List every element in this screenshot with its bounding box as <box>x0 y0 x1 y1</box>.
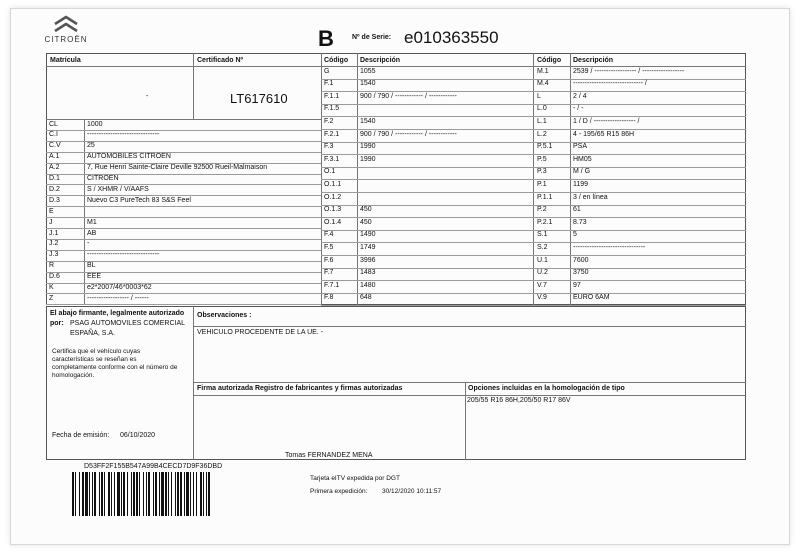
mid-value-4: 1540 <box>360 117 376 125</box>
mid-code-18: F.8 <box>324 294 334 302</box>
right-code-10: P.1.1 <box>537 193 553 201</box>
right-code-18: V.9 <box>537 294 547 302</box>
mid-code-2: F.1.1 <box>324 92 340 100</box>
mid-code-17: F.7.1 <box>324 281 340 289</box>
right-value-18: EURO 6AM <box>573 294 610 302</box>
left-value-7: Nuevo C3 PureTech 83 S&S Feel <box>87 196 191 204</box>
right-code-17: V.7 <box>537 281 547 289</box>
right-value-11: 61 <box>573 206 581 214</box>
mid-code-9: O.1.1 <box>324 180 342 188</box>
right-code-9: P.1 <box>537 180 547 188</box>
serie-number: e010363550 <box>404 28 499 47</box>
left-code-8: E <box>49 207 54 215</box>
observaciones-value: VEHICULO PROCEDENTE DE LA UE. - <box>197 329 324 336</box>
right-value-3: - / - <box>573 105 584 113</box>
left-value-15: e2*2007/46*0003*62 <box>87 284 152 291</box>
firma-label: Firma autorizada Registro de fabricantes y firmas autorizadas <box>197 385 403 392</box>
left-code-7: D.3 <box>49 196 60 204</box>
left-code-14: D.6 <box>49 273 60 281</box>
left-value-0: 1000 <box>87 120 103 128</box>
citroen-chevron-icon <box>52 14 80 34</box>
brand-name: CITROËN <box>44 35 88 44</box>
mid-value-11: 450 <box>360 206 372 214</box>
document-hash: D53FF2F155B547A99B4CECD7D9F36DBD <box>84 463 223 470</box>
left-value-9: M1 <box>87 218 97 226</box>
left-code-2: C.V <box>49 142 61 150</box>
vehicle-category: B <box>318 26 334 51</box>
right-code-1: M.4 <box>537 80 549 88</box>
right-code-7: P.5 <box>537 155 547 163</box>
right-value-0: 2539 / ------------------ / ------------------ <box>573 67 685 75</box>
mid-value-15: 3996 <box>360 256 376 264</box>
left-value-16: ------------------ / ------ <box>87 294 149 302</box>
right-value-2: 2 / 4 <box>573 92 587 100</box>
left-value-5: CITROEN <box>87 175 119 182</box>
right-value-8: M / G <box>573 168 591 176</box>
mid-value-1: 1540 <box>360 80 376 88</box>
tarjeta-text: Tarjeta eITV expedida por DGT <box>310 475 400 482</box>
opciones-value: 205/55 R16 86H,205/50 R17 86V <box>467 397 571 404</box>
left-value-4: 7, Rue Henri Sainte-Claire Deville 92500 Rueil-Malmaison <box>87 164 268 172</box>
right-descripcion-header: Descripción <box>573 57 614 64</box>
left-value-10: AB <box>87 229 97 237</box>
mid-value-0: 1055 <box>360 67 376 75</box>
right-code-6: P.5.1 <box>537 143 553 151</box>
por-label: por: <box>50 320 64 327</box>
left-code-1: C.I <box>49 131 58 139</box>
mid-code-14: F.5 <box>324 243 334 251</box>
mid-code-6: F.3 <box>324 143 334 151</box>
left-code-13: R <box>49 262 55 270</box>
mid-value-14: 1749 <box>360 243 376 251</box>
mid-code-10: O.1.2 <box>324 193 342 201</box>
mid-value-13: 1490 <box>360 231 376 239</box>
right-code-8: P.3 <box>537 168 547 176</box>
primera-label: Primera expedición: <box>310 488 368 495</box>
opciones-label: Opciones incluidas en la homologación de tipo <box>468 385 625 392</box>
mid-code-16: F.7 <box>324 269 334 277</box>
certificado-header: Certificado Nº <box>197 57 244 64</box>
right-code-13: S.1 <box>537 231 548 239</box>
mid-code-1: F.1 <box>324 80 334 88</box>
mid-code-0: G <box>324 67 330 75</box>
barcode <box>72 472 296 516</box>
right-code-12: P.2.1 <box>537 218 553 226</box>
right-value-7: HM05 <box>573 155 592 163</box>
mid-value-17: 1480 <box>360 281 376 289</box>
mid-value-5: 900 / 790 / ------------ / ------------ <box>360 130 457 138</box>
mid-codigo-header: Código <box>324 57 349 64</box>
left-code-6: D.2 <box>49 185 60 193</box>
left-code-16: Z <box>49 294 54 302</box>
mid-value-12: 450 <box>360 218 372 226</box>
right-code-14: S.2 <box>537 243 548 251</box>
left-code-4: A.2 <box>49 164 60 172</box>
right-value-10: 3 / en línea <box>573 193 608 201</box>
mid-code-12: O.1.4 <box>324 218 342 226</box>
fecha-value: 06/10/2020 <box>120 432 156 439</box>
right-value-6: PSA <box>573 143 588 151</box>
firmante-label: El abajo firmante, legalmente autorizado <box>50 310 185 317</box>
right-value-14: ------------------------------- <box>573 243 646 251</box>
left-value-6: S / XHMR / V/AAFS <box>87 185 149 193</box>
fecha-label: Fecha de emisión: <box>52 432 110 439</box>
mid-code-13: F.4 <box>324 231 334 239</box>
mid-descripcion-header: Descripción <box>360 57 401 64</box>
mid-value-16: 1483 <box>360 269 376 277</box>
matricula-value: - <box>146 93 149 100</box>
right-codigo-header: Código <box>537 57 562 64</box>
mid-value-6: 1990 <box>360 143 376 151</box>
right-code-2: L <box>537 92 541 100</box>
right-code-5: L.2 <box>537 130 547 138</box>
matricula-header: Matrícula <box>50 57 81 64</box>
left-code-10: J.1 <box>49 229 59 237</box>
barcode-bar <box>208 472 210 516</box>
right-value-16: 3750 <box>573 269 589 277</box>
certificado-value: LT617610 <box>230 91 288 106</box>
right-value-5: 4 - 195/65 R15 86H <box>573 130 635 138</box>
serie-label: Nº de Serie: <box>352 34 392 41</box>
por-value: PSAG AUTOMOVILES COMERCIAL ESPAÑA, S.A. <box>70 320 185 337</box>
right-code-0: M.1 <box>537 67 549 75</box>
right-code-11: P.2 <box>537 206 547 214</box>
right-value-9: 1199 <box>573 180 589 188</box>
certifica-text: Certifica que el vehículo cuyas características se reseñan es completamente conforme con el número de homologación. <box>52 348 178 379</box>
mid-code-11: O.1.3 <box>324 206 342 214</box>
left-value-13: BL <box>87 262 96 270</box>
left-value-1: ------------------------------- <box>87 131 160 139</box>
right-code-16: U.2 <box>537 269 548 277</box>
left-value-14: EEE <box>87 273 102 281</box>
mid-code-4: F.2 <box>324 117 334 125</box>
right-code-15: U.1 <box>537 256 548 264</box>
right-value-13: 5 <box>573 231 577 239</box>
left-value-11: - <box>87 240 90 248</box>
left-value-12: ------------------------------- <box>87 251 160 259</box>
right-value-4: 1 / D / ------------------ / <box>573 117 640 125</box>
observaciones-label: Observaciones : <box>197 312 252 319</box>
mid-code-8: O.1 <box>324 168 336 176</box>
primera-value: 30/12/2020 10:11:57 <box>382 488 442 495</box>
mid-value-18: 648 <box>360 294 372 302</box>
right-value-15: 7600 <box>573 256 589 264</box>
left-code-12: J.3 <box>49 251 59 259</box>
firmante-name: Tomas FERNANDEZ MENA <box>285 452 373 459</box>
mid-code-15: F.6 <box>324 256 334 264</box>
left-value-3: AUTOMOBILES CITROEN <box>87 153 171 161</box>
left-code-15: K <box>49 284 54 291</box>
mid-code-3: F.1.5 <box>324 105 340 113</box>
right-value-12: 8.73 <box>573 218 587 226</box>
right-value-1: ------------------------------ / <box>573 80 647 88</box>
mid-code-5: F.2.1 <box>324 130 340 138</box>
left-code-11: J.2 <box>49 240 59 248</box>
mid-value-2: 900 / 790 / ------------ / ------------ <box>360 92 457 100</box>
left-code-3: A.1 <box>49 153 60 161</box>
mid-value-7: 1990 <box>360 155 376 163</box>
right-code-4: L.1 <box>537 117 547 125</box>
left-value-2: 25 <box>87 142 95 150</box>
left-code-5: D.1 <box>49 175 60 182</box>
right-code-3: L.0 <box>537 105 547 113</box>
mid-code-7: F.3.1 <box>324 155 340 163</box>
left-code-9: J <box>49 218 53 226</box>
brand-logo <box>36 14 96 54</box>
left-code-0: CL <box>49 120 58 128</box>
right-value-17: 97 <box>573 281 581 289</box>
